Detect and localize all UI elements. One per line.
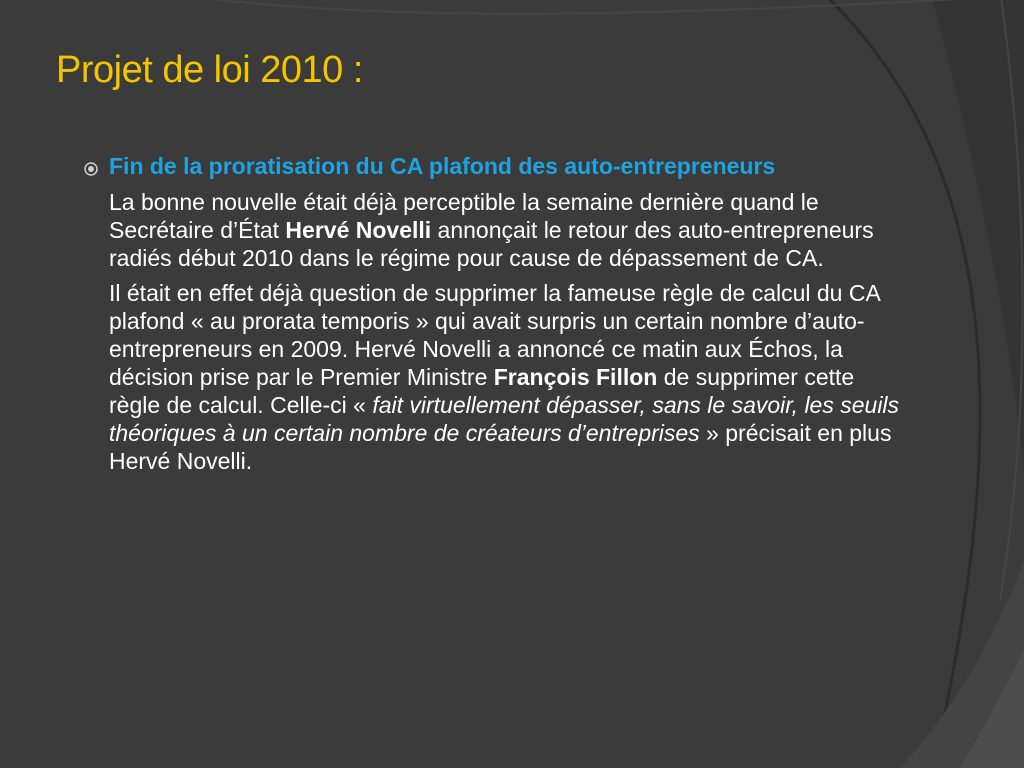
paragraph-1-text-1: La bonne nouvelle était déjà perceptible la semaine dernière quand le Secrétaire d’État: [109, 189, 819, 243]
paragraph-1: [109, 188, 909, 272]
bullet-heading: Fin de la proratisation du CA plafond des auto-entrepreneurs: [109, 153, 776, 179]
paragraph-2-text-3: » précisait en plus Hervé Novelli.: [109, 420, 892, 474]
paragraph-2: [109, 279, 909, 475]
paragraph-1-text-2: annonçait le retour des auto-entrepreneurs radiés début 2010 dans le régime pour cause de dépassement de CA.: [109, 217, 874, 271]
paragraph-2-text-2: de supprimer cette règle de calcul. Celle-ci «: [109, 364, 855, 418]
bullet-content: [109, 152, 909, 482]
paragraph-2-text-1: Il était en effet déjà question de supprimer la fameuse règle de calcul du CA plafond « au prorata temporis » qui avait surpris un certain nombre d’auto-entrepreneurs en 2009. Hervé Novelli a annoncé ce matin aux Échos, la décision prise par le Premier Ministre: [109, 280, 880, 390]
paragraph-2-italic-quote: fait virtuellement dépasser, sans le savoir, les seuils théoriques à un certain nombre de créateurs d’entreprises: [109, 392, 900, 446]
circle-dot-bullet-icon: [82, 160, 100, 178]
paragraph-1-bold-name: Hervé Novelli: [285, 217, 432, 243]
slide-title: Projet de loi 2010 :: [56, 49, 363, 91]
paragraph-2-bold-name: François Fillon: [493, 364, 658, 390]
